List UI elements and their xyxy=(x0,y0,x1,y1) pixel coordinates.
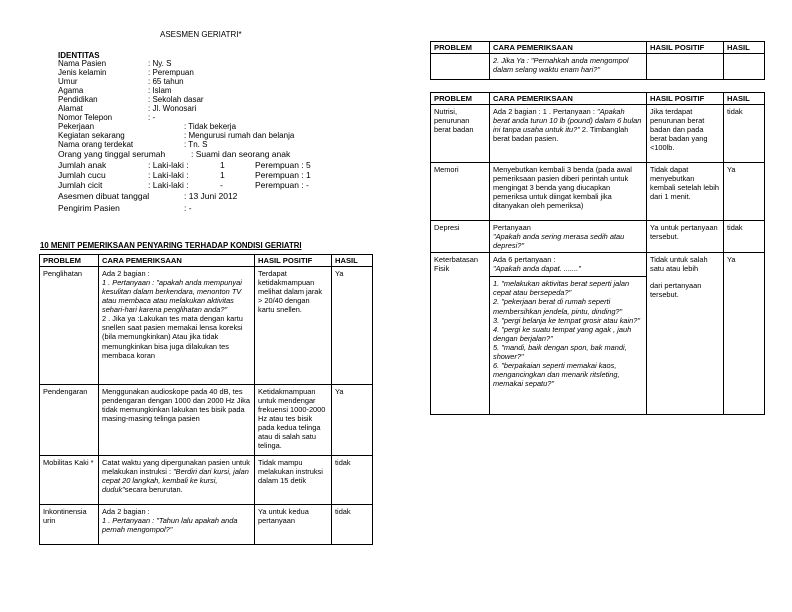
table-row xyxy=(40,456,373,505)
list-item: 1. "melakukan aktivitas berat seperti jalan cepat atau bersepeda?" xyxy=(493,279,630,298)
question-list xyxy=(490,276,646,387)
positive-cell xyxy=(647,253,724,415)
method-text: Ada 2 bagian : 1 . Pertanyaan : xyxy=(493,107,597,117)
list-item: 2. "pekerjaan berat di rumah seperti membersihkan jendela, pintu, dinding?" xyxy=(493,297,623,316)
screening-heading: 10 MENIT PEMERIKSAAN PENYARING TERHADAP KONDISI GERIATRI xyxy=(40,241,302,250)
table-row xyxy=(40,505,373,545)
positive-cell: Terdapat ketidakmampuan melihat dalam jarak > 20/40 dengan kartu snellen. xyxy=(255,267,332,385)
field-female: Perempuan : 1 xyxy=(255,170,311,180)
field-value: : 65 tahun xyxy=(148,77,184,86)
field-value: : - xyxy=(148,113,156,122)
field-label: Asesmen dibuat tanggal xyxy=(58,191,150,201)
header-problem: PROBLEM xyxy=(431,42,490,54)
field-label: Nama Pasien xyxy=(58,59,107,68)
positive-text: dari pertanyaan tersebut. xyxy=(650,281,702,300)
field-label: Jumlah cucu xyxy=(58,170,106,180)
method-cell xyxy=(99,456,255,505)
table-row xyxy=(431,105,765,163)
problem-cell: Pendengaran xyxy=(40,385,99,456)
table-row xyxy=(431,253,765,415)
list-item: 5. "mandi, baik dengan spon, bak mandi, shower?" xyxy=(493,342,627,361)
table-row xyxy=(431,221,765,253)
field-value: : Suami dan seorang anak xyxy=(191,149,291,159)
problem-cell: Keterbatasan Fisik xyxy=(431,253,490,415)
header-result: HASIL xyxy=(724,42,765,54)
header-result: HASIL xyxy=(332,255,373,267)
method-question: 1 . Pertanyaan : "Tahun lalu apakah anda pernah mengompol?" xyxy=(102,516,238,535)
header-positive: HASIL POSITIF xyxy=(647,42,724,54)
positive-cell: Jika terdapat penurunan berat badan dan pada berat badan yang <100lb. xyxy=(647,105,724,163)
header-result: HASIL xyxy=(724,93,765,105)
table-row xyxy=(40,385,373,456)
method-question: "Apakah berat anda turun 10 lb (pound) dalam 6 bulan ini tanpa usaha untuk itu?" xyxy=(493,107,642,135)
field-value: : Tidak bekerja xyxy=(184,122,237,131)
method-cell: 2. Jika Ya : "Pernahkah anda mengompol dalam selang waktu enam hari?" xyxy=(490,54,647,80)
method-text: Ada 6 pertanyaan : xyxy=(493,255,556,265)
field-value: : Laki-laki : xyxy=(148,160,189,170)
field-label: Kegiatan sekarang xyxy=(58,131,125,140)
problem-cell: Depresi xyxy=(431,221,490,253)
header-problem: PROBLEM xyxy=(40,255,99,267)
table-header-row xyxy=(431,93,765,105)
field-label: Pengirim Pasien xyxy=(58,203,120,213)
result-cell: Ya xyxy=(724,253,765,415)
method-text: 2 . Jika ya :Lakukan tes mata dengan kartu snellen saat pasien memakai lensa koreksi (bila memungkinkan) Atau jika tidak memungkinkan bisa juga dilakukan tes membaca koran xyxy=(102,314,243,360)
field-label: Umur xyxy=(58,77,78,86)
positive-cell: Ya untuk kedua pertanyaan xyxy=(255,505,332,545)
header-positive: HASIL POSITIF xyxy=(647,93,724,105)
method-text: Ada 2 bagian : xyxy=(102,269,150,279)
list-item: 4. "pergi ke suatu tempat yang agak , jauh dengan berjalan?" xyxy=(493,324,632,343)
field-label: Nomor Telepon xyxy=(58,113,113,122)
document-title: ASESMEN GERIATRI* xyxy=(160,30,242,39)
result-cell: tidak xyxy=(724,221,765,253)
method-text: Catat waktu yang dipergunakan pasien untuk melakukan instruksi : xyxy=(102,458,250,477)
identity-heading: IDENTITAS xyxy=(58,51,100,60)
problem-cell: Memori xyxy=(431,163,490,221)
result-cell: Ya xyxy=(332,267,373,385)
table-header-row xyxy=(431,42,765,54)
field-label: Pendidikan xyxy=(58,95,98,104)
method-cell: Menggunakan audioskope pada 40 dB, tes pendengaran dengan 1000 dan 2000 Hz Jika tidak memungkinkan lakukan tes bisik pada masing-masing telinga pasien xyxy=(99,385,255,456)
table-row xyxy=(431,163,765,221)
field-label: Jenis kelamin xyxy=(58,68,107,77)
table-header-row xyxy=(40,255,373,267)
method-question: "Apakah anda sering merasa sedih atau depresi?" xyxy=(493,232,625,251)
result-cell: tidak xyxy=(332,456,373,505)
field-value: : Laki-laki : xyxy=(148,180,189,190)
field-value: : Islam xyxy=(148,86,172,95)
method-cell xyxy=(490,253,647,415)
method-cell xyxy=(490,105,647,163)
method-question: "Apakah anda dapat. ......." xyxy=(493,264,581,274)
positive-cell: Tidak mampu melakukan instruksi dalam 15 detik xyxy=(255,456,332,505)
problem-cell: Mobilitas Kaki * xyxy=(40,456,99,505)
field-value: : Mengurusi rumah dan belanja xyxy=(184,131,295,140)
field-female: Perempuan : 5 xyxy=(255,160,311,170)
field-label: Jumlah cicit xyxy=(58,180,103,190)
positive-text: Tidak untuk salah satu atau lebih xyxy=(650,255,708,274)
field-label: Alamat xyxy=(58,104,83,113)
header-positive: HASIL POSITIF xyxy=(255,255,332,267)
result-cell: tidak xyxy=(332,505,373,545)
screening-table-left xyxy=(39,254,373,545)
field-value: : Laki-laki : xyxy=(148,170,189,180)
list-item: 3. "pergi belanja ke tempat grosir atau kain?" xyxy=(493,315,640,325)
method-cell xyxy=(99,505,255,545)
method-instruction: "Berdiri dari kursi, jalan cepat 20 langkah, kembali ke kursi, duduk" xyxy=(102,467,249,495)
field-count: - xyxy=(220,180,223,190)
positive-cell: Tidak dapat menyebutkan kembali setelah lebih dari 1 menit. xyxy=(647,163,724,221)
method-cell xyxy=(99,267,255,385)
problem-cell: Inkontinensia urin xyxy=(40,505,99,545)
method-text: 2. Timbanglah berat badan pasien. xyxy=(493,125,629,144)
result-cell: Ya xyxy=(332,385,373,456)
field-count: 1 xyxy=(220,160,225,170)
field-label: Orang yang tinggal serumah xyxy=(58,149,166,159)
field-value: : Sekolah dasar xyxy=(148,95,204,104)
field-value: : - xyxy=(184,203,192,213)
table-row xyxy=(431,54,765,80)
field-label: Pekerjaan xyxy=(58,122,95,131)
field-label: Nama orang terdekat xyxy=(58,140,134,149)
field-label: Jumlah anak xyxy=(58,160,107,170)
field-count: 1 xyxy=(220,170,225,180)
list-item: 6. "berpakaian seperti memakai kaos, mengancingkan dan menarik ritsleting, memakai sepatu?" xyxy=(493,360,620,388)
screening-table-right-top xyxy=(430,41,765,80)
field-value: : Ny. S xyxy=(148,59,172,68)
problem-cell: Nutrisi, penurunan berat badan xyxy=(431,105,490,163)
field-value: : Perempuan xyxy=(148,68,194,77)
positive-cell: Ketidakmampuan untuk mendengar frekuensi 1000-2000 Hz atau tes bisik pada kedua telinga atau di salah satu telinga. xyxy=(255,385,332,456)
field-value: : 13 Juni 2012 xyxy=(184,191,238,201)
field-female: Perempuan : - xyxy=(255,180,309,190)
header-method: CARA PEMERIKSAAN xyxy=(99,255,255,267)
header-method: CARA PEMERIKSAAN xyxy=(490,42,647,54)
field-label: Agama xyxy=(58,86,84,95)
method-text: secara berurutan. xyxy=(124,485,183,495)
method-cell: Menyebutkan kembali 3 benda (pada awal pemeriksaan pasien diberi perintah untuk mengingat 3 benda yang diucapkan pemeriksa untuk diingat kembali jika ditanyakan oleh pemeriksa) xyxy=(490,163,647,221)
method-question: 1 . Pertanyaan : "apakah anda mempunyai kesulitan dalam berkendara, menonton TV atau membaca atau melakukan aktivitas sehari-hari karena penglihatan anda?" xyxy=(102,278,242,315)
method-text: Ada 2 bagian : xyxy=(102,507,150,517)
field-value: : Tn. S xyxy=(184,140,208,149)
problem-cell: Penglihatan xyxy=(40,267,99,385)
header-method: CARA PEMERIKSAAN xyxy=(490,93,647,105)
header-problem: PROBLEM xyxy=(431,93,490,105)
result-cell: tidak xyxy=(724,105,765,163)
method-text: Pertanyaan xyxy=(493,223,531,233)
positive-cell: Ya untuk pertanyaan tersebut. xyxy=(647,221,724,253)
field-value: : Jl. Wonosari xyxy=(148,104,197,113)
screening-table-right xyxy=(430,92,765,415)
result-cell: Ya xyxy=(724,163,765,221)
table-row xyxy=(40,267,373,385)
method-cell xyxy=(490,221,647,253)
